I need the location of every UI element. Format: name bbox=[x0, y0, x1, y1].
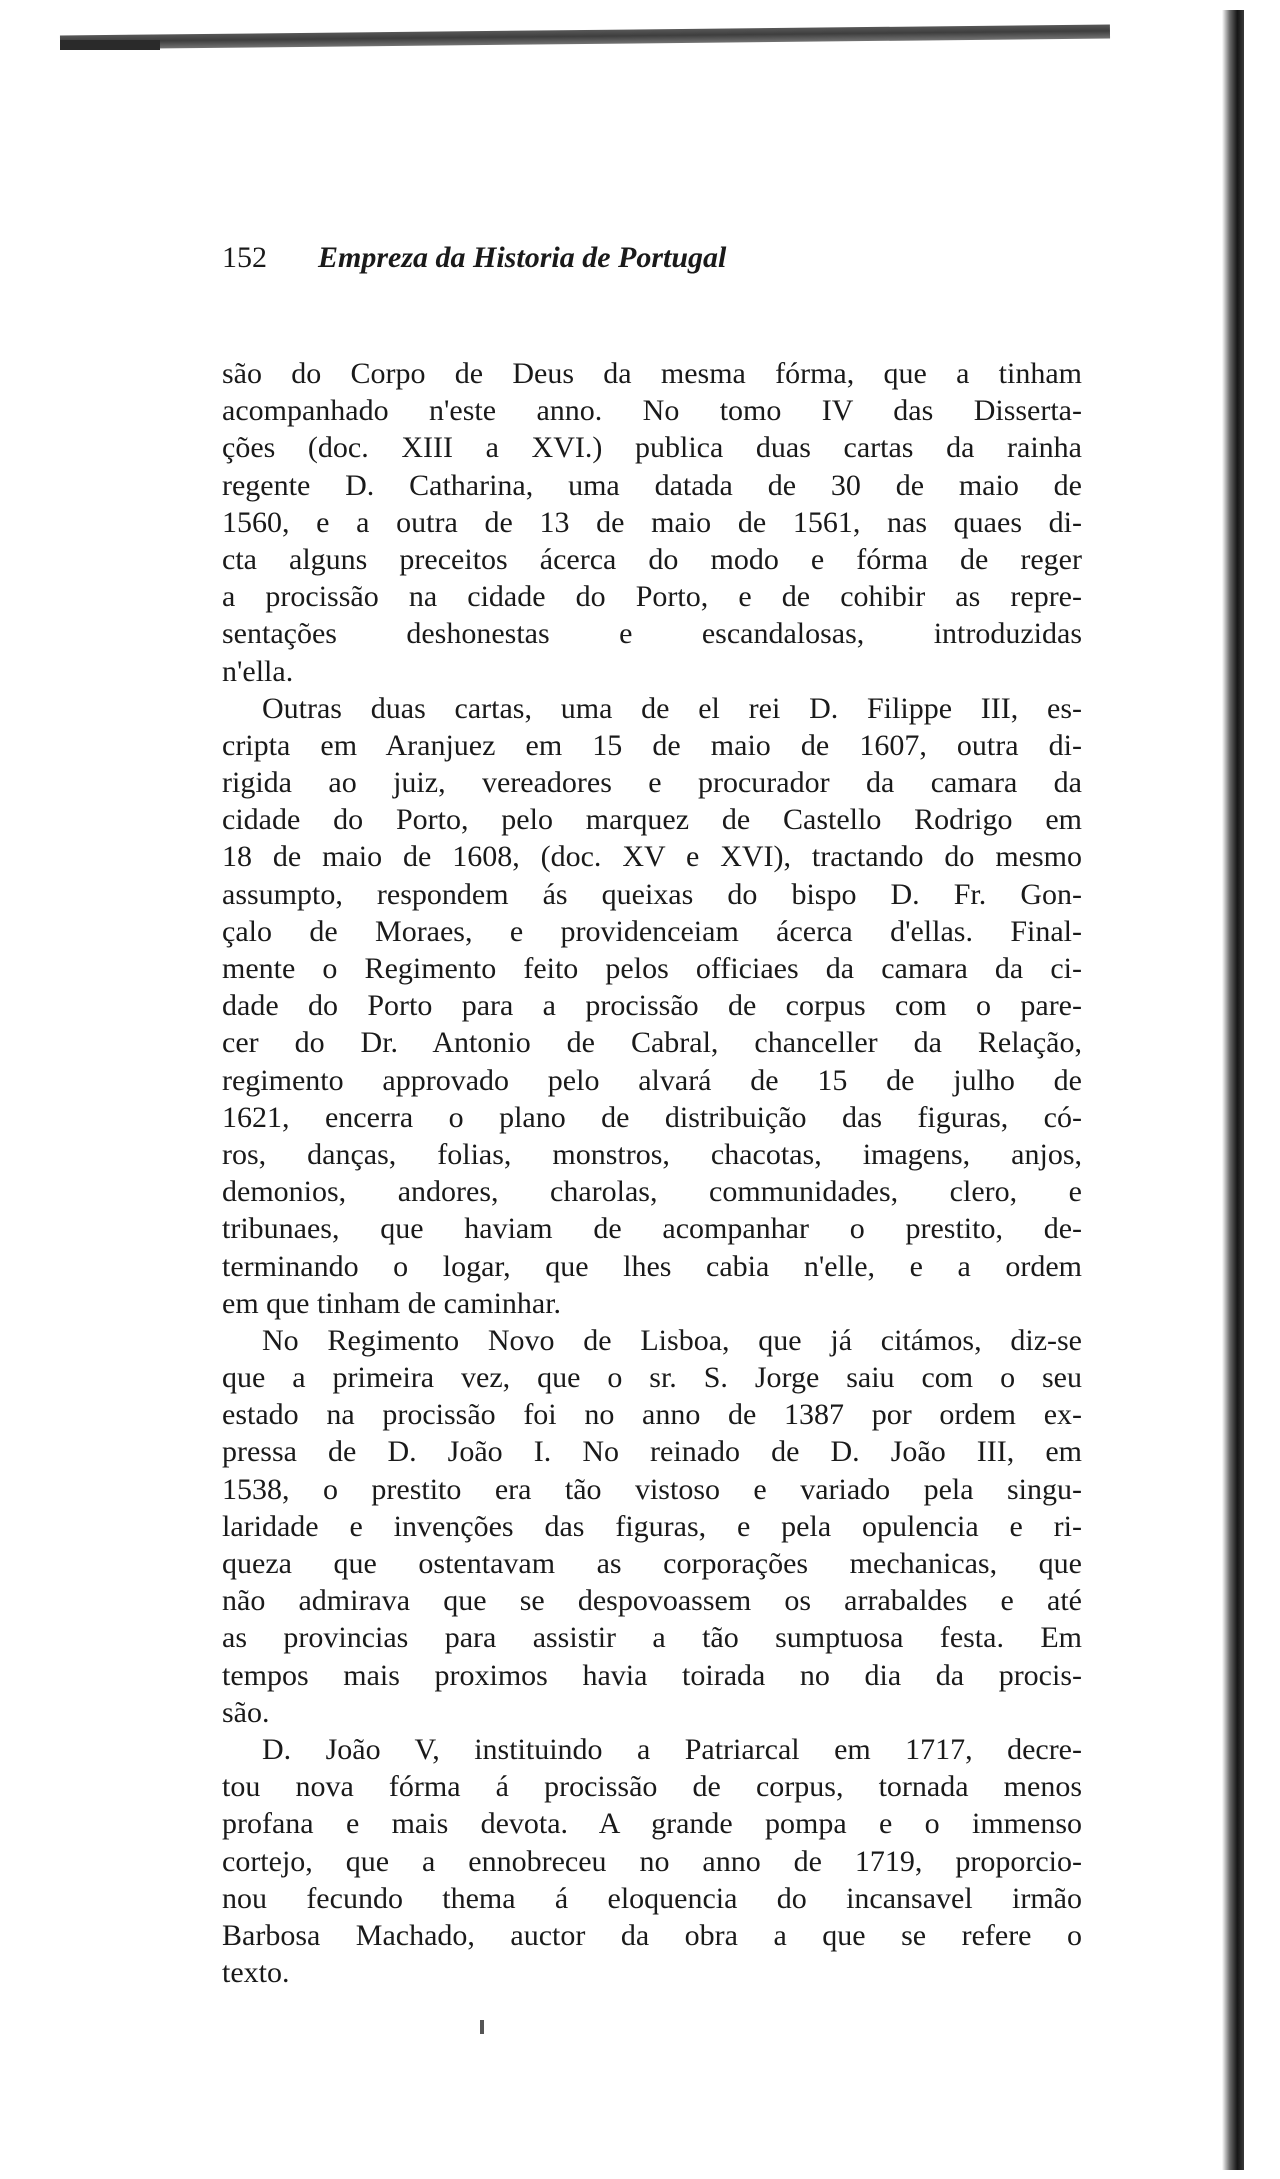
text-line: as provincias para assistir a tão sumptuosa festa. Em bbox=[222, 1621, 1082, 1655]
running-title: Empreza da Historia de Portugal bbox=[318, 241, 727, 274]
text-line: 1621, encerra o plano de distribuição das figuras, có- bbox=[222, 1100, 1082, 1134]
text-line: são do Corpo de Deus da mesma fórma, que a tinham bbox=[222, 357, 1082, 390]
page-speck bbox=[480, 2020, 484, 2034]
text-line: nou fecundo thema á eloquencia do incansavel irmão bbox=[222, 1881, 1082, 1915]
paragraph bbox=[222, 1731, 1082, 1991]
text-line: tribunaes, que haviam de acompanhar o prestito, de- bbox=[222, 1212, 1082, 1246]
paragraph bbox=[222, 1322, 1082, 1731]
text-line: pressa de D. João I. No reinado de D. João III, em bbox=[222, 1435, 1082, 1469]
top-rule-mark bbox=[60, 40, 160, 50]
paragraph bbox=[222, 355, 1082, 690]
top-rule-decoration bbox=[60, 25, 1110, 50]
text-line: profana e mais devota. A grande pompa e o immenso bbox=[222, 1807, 1082, 1841]
text-line: ções (doc. XIII a XVI.) publica duas cartas da rainha bbox=[222, 431, 1082, 465]
text-line: cer do Dr. Antonio de Cabral, chanceller da Relação, bbox=[222, 1026, 1082, 1060]
text-line: assumpto, respondem ás queixas do bispo D. Fr. Gon- bbox=[222, 877, 1082, 911]
text-line: demonios, andores, charolas, communidades, clero, e bbox=[222, 1175, 1082, 1209]
page-edge-shadow bbox=[1222, 10, 1244, 2170]
text-line: regimento approvado pelo alvará de 15 de julho de bbox=[222, 1063, 1082, 1097]
text-line: terminando o logar, que lhes cabia n'elle, e a ordem bbox=[222, 1249, 1082, 1283]
text-line: cortejo, que a ennobreceu no anno de 1719, proporcio- bbox=[222, 1844, 1082, 1878]
text-line: Outras duas cartas, uma de el rei D. Filippe III, es- bbox=[262, 691, 1082, 725]
text-line: em que tinham de caminhar. bbox=[222, 1286, 562, 1320]
text-line: a procissão na cidade do Porto, e de cohibir as repre- bbox=[222, 580, 1082, 614]
text-line: laridade e invenções das figuras, e pela opulencia e ri- bbox=[222, 1509, 1082, 1543]
text-line: tempos mais proximos havia toirada no dia da procis- bbox=[222, 1658, 1082, 1692]
text-line: sentações deshonestas e escandalosas, introduzidas bbox=[222, 617, 1082, 651]
text-line: Barbosa Machado, auctor da obra a que se refere o bbox=[222, 1918, 1082, 1952]
text-line: No Regimento Novo de Lisboa, que já citámos, diz-se bbox=[262, 1323, 1082, 1357]
page-header bbox=[222, 238, 1082, 278]
text-line: D. João V, instituindo a Patriarcal em 1717, decre- bbox=[262, 1732, 1082, 1766]
text-line: texto. bbox=[222, 1956, 290, 1990]
text-line: queza que ostentavam as corporações mechanicas, que bbox=[222, 1547, 1082, 1580]
text-line: que a primeira vez, que o sr. S. Jorge saiu com o seu bbox=[222, 1361, 1082, 1395]
page-number: 152 bbox=[222, 241, 267, 274]
text-line: n'ella. bbox=[222, 654, 294, 688]
text-line: cta alguns preceitos ácerca do modo e fórma de reger bbox=[222, 542, 1082, 576]
text-line: cripta em Aranjuez em 15 de maio de 1607, outra di- bbox=[222, 728, 1082, 762]
text-line: 18 de maio de 1608, (doc. XV e XVI), tractando do mesmo bbox=[222, 840, 1082, 874]
text-line: dade do Porto para a procissão de corpus com o pare- bbox=[222, 989, 1082, 1023]
text-line: cidade do Porto, pelo marquez de Castello Rodrigo em bbox=[222, 803, 1082, 837]
text-line: ros, danças, folias, monstros, chacotas, imagens, anjos, bbox=[222, 1137, 1082, 1171]
body-text bbox=[222, 355, 1082, 1991]
text-line: estado na procissão foi no anno de 1387 por ordem ex- bbox=[222, 1398, 1082, 1432]
paragraph bbox=[222, 690, 1082, 1322]
text-line: tou nova fórma á procissão de corpus, tornada menos bbox=[222, 1770, 1082, 1804]
text-line: 1560, e a outra de 13 de maio de 1561, nas quaes di- bbox=[222, 505, 1082, 539]
text-line: regente D. Catharina, uma datada de 30 de maio de bbox=[222, 468, 1082, 502]
text-line: rigida ao juiz, vereadores e procurador da camara da bbox=[222, 766, 1082, 800]
text-line: 1538, o prestito era tão vistoso e variado pela singu- bbox=[222, 1472, 1082, 1506]
text-line: não admirava que se despovoassem os arrabaldes e até bbox=[222, 1584, 1082, 1618]
text-line: são. bbox=[222, 1695, 270, 1729]
text-line: çalo de Moraes, e providenceiam ácerca d'ellas. Final- bbox=[222, 914, 1082, 948]
text-line: acompanhado n'este anno. No tomo IV das Disserta- bbox=[222, 394, 1082, 428]
text-line: mente o Regimento feito pelos officiaes da camara da ci- bbox=[222, 952, 1082, 985]
